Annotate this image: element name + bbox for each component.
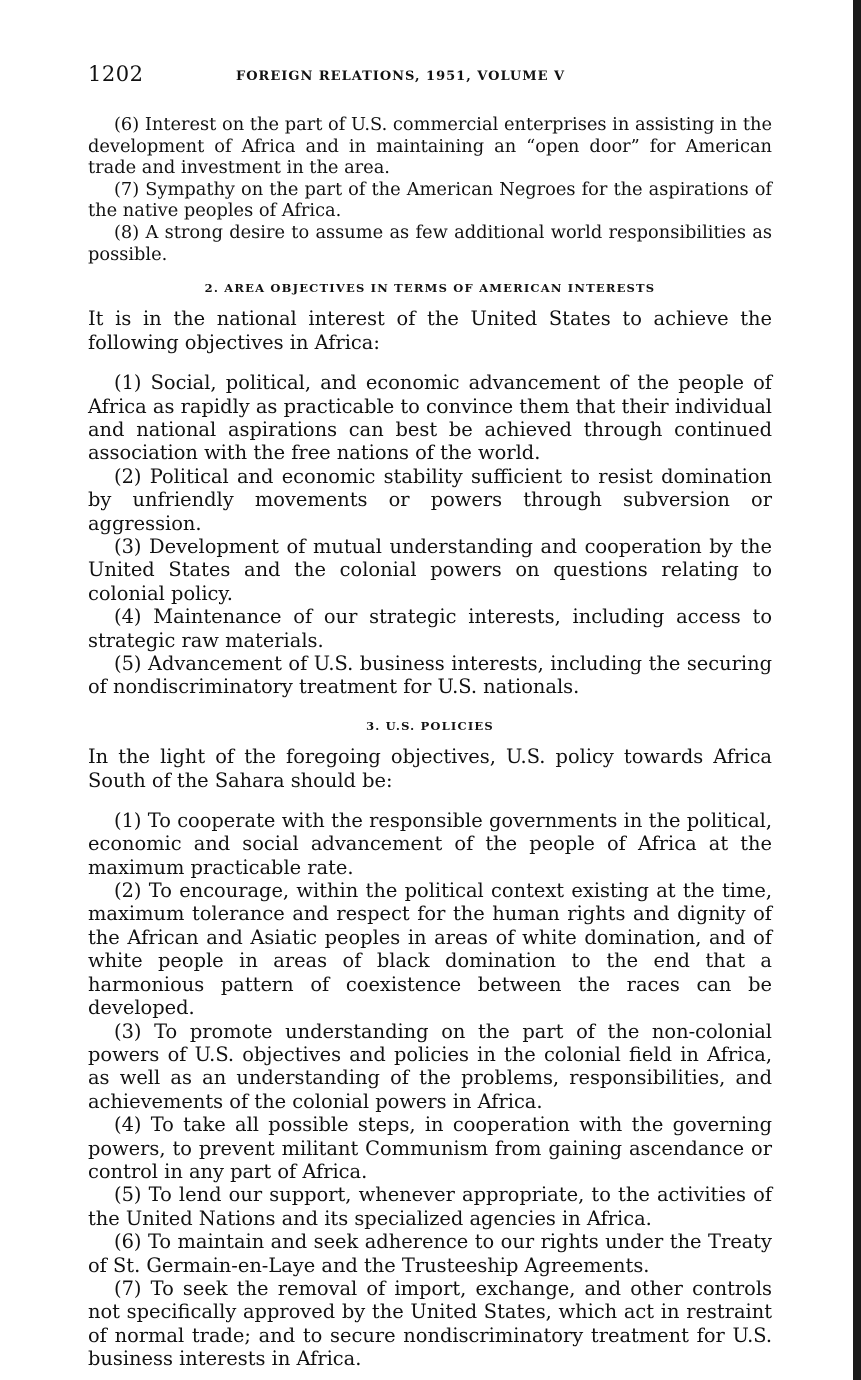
objective-4: (4) Maintenance of our strategic interests, including access to strategic raw materials.: [88, 605, 772, 652]
objective-1: (1) Social, political, and economic advancement of the people of Africa as rapidly as practicable to convince them that their individual and national aspirations can best be achieved through continued association with the free nations of the world.: [88, 371, 772, 465]
page-header: [88, 60, 772, 94]
intro-item-8: (8) A strong desire to assume as few additional world responsibilities as possible.: [88, 221, 772, 265]
section-3-heading: 3. U.S. POLICIES: [366, 718, 494, 733]
policy-3: (3) To promote understanding on the part of the non-colonial powers of U.S. objectives and policies in the colonial field in Africa, as well as an understanding of the problems, responsibilities, and achievements of the colonial powers in Africa.: [88, 1019, 772, 1113]
running-head: FOREIGN RELATIONS, 1951, VOLUME V: [236, 69, 566, 84]
section-3-policies: [88, 809, 772, 1371]
policy-4: (4) To take all possible steps, in cooperation with the governing powers, to prevent militant Communism from gaining ascendance or control in any part of Africa.: [88, 1113, 772, 1183]
policy-6: (6) To maintain and seek adherence to our rights under the Treaty of St. Germain-en-Laye and the Trusteeship Agreements.: [88, 1230, 772, 1277]
intro-item-6: (6) Interest on the part of U.S. commercial enterprises in assisting in the development of Africa and in maintaining an “open door” for American trade and investment in the area.: [88, 114, 772, 179]
page-number: 1202: [88, 62, 144, 86]
policy-7: (7) To seek the removal of import, exchange, and other controls not specifically approved by the United States, which act in restraint of normal trade; and to secure nondiscriminatory treatment for U.S. business interests in Africa.: [88, 1276, 772, 1371]
page-edge-shadow: [853, 0, 861, 1380]
section-3-lead: In the light of the foregoing objectives, U.S. policy towards Africa South of the Sahara should be:: [88, 744, 772, 792]
document-page: [88, 60, 772, 1371]
objective-3: (3) Development of mutual understanding and cooperation by the United States and the colonial powers on questions relating to colonial policy.: [88, 535, 772, 605]
objective-2: (2) Political and economic stability sufficient to resist domination by unfriendly movements or powers through subversion or aggression.: [88, 464, 772, 535]
policy-1: (1) To cooperate with the responsible governments in the political, economic and social advancement of the people of Africa at the maximum practicable rate.: [88, 808, 772, 879]
intro-item-7: (7) Sympathy on the part of the American Negroes for the aspirations of the native peoples of Africa.: [88, 178, 772, 222]
section-2-objectives: [88, 371, 772, 699]
policy-2: (2) To encourage, within the political context existing at the time, maximum tolerance and respect for the human rights and dignity of the African and Asiatic peoples in areas of white domination, and of white people in areas of black domination to the end that a harmonious pattern of coexistence between the races can be developed.: [88, 879, 772, 1020]
intro-list: [88, 114, 772, 265]
section-2-heading: 2. AREA OBJECTIVES IN TERMS OF AMERICAN INTERESTS: [204, 281, 656, 296]
objective-5: (5) Advancement of U.S. business interests, including the securing of nondiscriminatory treatment for U.S. nationals.: [88, 652, 772, 699]
policy-5: (5) To lend our support, whenever appropriate, to the activities of the United Nations and its specialized agencies in Africa.: [88, 1183, 772, 1230]
section-2-lead: It is in the national interest of the United States to achieve the following objectives in Africa:: [88, 307, 772, 355]
